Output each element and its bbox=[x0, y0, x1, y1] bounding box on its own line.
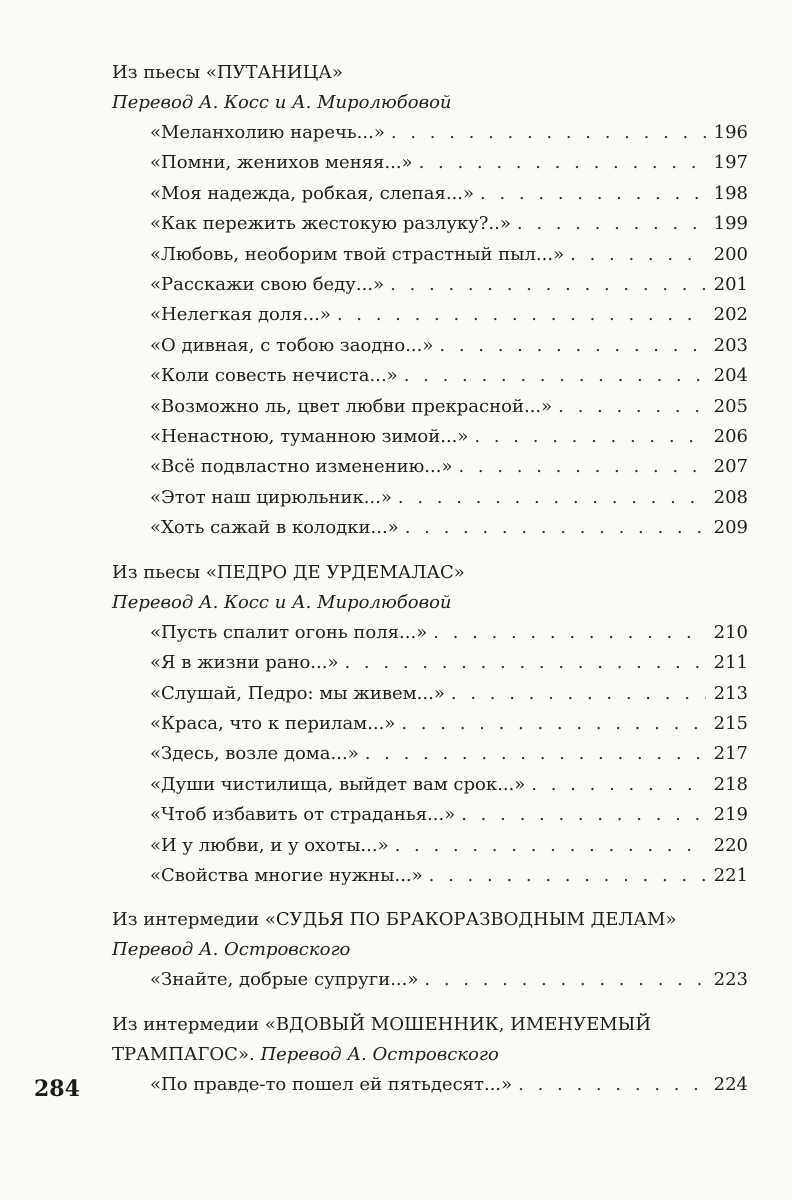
entry-page: 221 bbox=[713, 864, 748, 886]
section-title: Из интермедии «ВДОВЫЙ МОШЕННИК, ИМЕНУЕМЫЙ bbox=[112, 1013, 652, 1035]
leader-dots bbox=[404, 361, 706, 391]
toc-section bbox=[112, 905, 748, 995]
toc-entry bbox=[112, 679, 748, 709]
leader-dots bbox=[433, 618, 706, 648]
entry-page: 204 bbox=[713, 365, 748, 387]
entry-title: «Меланхолию наречь...» bbox=[150, 122, 385, 143]
entry-title: «Краса, что к перилам...» bbox=[150, 712, 396, 734]
toc-entry bbox=[112, 513, 748, 543]
entry-title: «Пусть спалит огонь поля...» bbox=[150, 621, 428, 643]
toc-entry bbox=[112, 618, 748, 648]
toc-entry bbox=[112, 422, 748, 452]
entry-title: «О дивная, с тобою заодно...» bbox=[150, 334, 434, 356]
entry-page: 213 bbox=[713, 682, 748, 704]
leader-dots bbox=[365, 739, 706, 769]
leader-dots bbox=[570, 240, 706, 270]
entry-title: «Нелегкая доля...» bbox=[150, 304, 331, 326]
leader-dots bbox=[458, 452, 706, 482]
toc-entry bbox=[112, 392, 748, 422]
leader-dots bbox=[391, 118, 706, 148]
toc-entry bbox=[112, 709, 748, 739]
entry-page: 220 bbox=[713, 834, 748, 856]
toc-entry bbox=[112, 770, 748, 800]
leader-dots bbox=[405, 513, 706, 543]
toc-section bbox=[112, 558, 748, 892]
entry-title: «Возможно ль, цвет любви прекрасной...» bbox=[150, 395, 553, 417]
entry-title: «Чтоб избавить от страданья...» bbox=[150, 804, 456, 826]
entry-page: 224 bbox=[713, 1073, 748, 1095]
toc-section bbox=[112, 58, 748, 544]
translator-credit: Перевод А. Островского bbox=[112, 939, 351, 961]
toc-entry bbox=[112, 739, 748, 769]
entry-page: 219 bbox=[713, 804, 748, 826]
leader-dots bbox=[474, 422, 706, 452]
entry-title: «Я в жизни рано...» bbox=[150, 652, 339, 674]
entry-title: «Хоть сажай в колодки...» bbox=[150, 517, 399, 539]
leader-dots bbox=[558, 392, 706, 422]
entry-title: «Свойства многие нужны...» bbox=[150, 864, 423, 886]
section-title: Из пьесы «ПЕДРО ДЕ УРДЕМАЛАС» bbox=[112, 561, 465, 583]
toc-section bbox=[112, 1010, 748, 1100]
toc-entry bbox=[112, 361, 748, 391]
entry-title: «Души чистилища, выйдет вам срок...» bbox=[150, 773, 526, 795]
entry-page: 218 bbox=[713, 773, 748, 795]
toc-entry bbox=[112, 861, 748, 891]
leader-dots bbox=[398, 483, 706, 513]
entry-page: 201 bbox=[713, 274, 748, 296]
section-title: Из интермедии «СУДЬЯ ПО БРАКОРАЗВОДНЫМ ДЕЛАМ» bbox=[112, 909, 677, 931]
leader-dots bbox=[439, 331, 706, 361]
leader-dots bbox=[390, 270, 706, 300]
entry-page: 208 bbox=[713, 486, 748, 508]
toc-entry bbox=[112, 452, 748, 482]
entry-title: «Как пережить жестокую разлуку?..» bbox=[150, 213, 511, 235]
entry-page: 207 bbox=[713, 456, 748, 478]
leader-dots bbox=[401, 709, 706, 739]
entry-title: «Знайте, добрые супруги...» bbox=[150, 969, 419, 991]
translator-credit: Перевод А. Косс и А. Миролюбовой bbox=[112, 591, 452, 613]
entry-page: 210 bbox=[713, 621, 748, 643]
section-title-continued bbox=[112, 1040, 748, 1070]
toc-entry bbox=[112, 1070, 748, 1100]
entry-title: «По правде-то пошел ей пятьдесят...» bbox=[150, 1073, 513, 1095]
leader-dots bbox=[461, 800, 706, 830]
leader-dots bbox=[531, 770, 706, 800]
leader-dots bbox=[395, 831, 706, 861]
entry-title: «Расскажи свою беду...» bbox=[150, 274, 385, 296]
entry-title: «Моя надежда, робкая, слепая...» bbox=[150, 182, 475, 204]
toc-entry bbox=[112, 831, 748, 861]
leader-dots bbox=[429, 861, 706, 891]
leader-dots bbox=[451, 679, 706, 709]
toc-entry bbox=[112, 483, 748, 513]
entry-page: 198 bbox=[713, 182, 748, 204]
entry-title: «Ненастною, туманною зимой...» bbox=[150, 426, 469, 448]
entry-page: 200 bbox=[713, 243, 748, 265]
entry-title: «Коли совесть нечиста...» bbox=[150, 365, 398, 387]
toc-entry bbox=[112, 240, 748, 270]
entry-page: 223 bbox=[713, 969, 748, 991]
entry-page: 202 bbox=[713, 304, 748, 326]
entry-title: «Помни, женихов меняя...» bbox=[150, 152, 413, 174]
entry-title: «Всё подвластно изменению...» bbox=[150, 456, 453, 478]
entry-page: 197 bbox=[713, 152, 748, 174]
leader-dots bbox=[480, 179, 706, 209]
entry-title: «Слушай, Педро: мы живем...» bbox=[150, 682, 445, 704]
entry-page: 209 bbox=[713, 517, 748, 539]
toc-entry bbox=[112, 270, 748, 300]
leader-dots bbox=[517, 209, 706, 239]
toc-entry bbox=[112, 179, 748, 209]
entry-title: «И у любви, и у охоты...» bbox=[150, 834, 389, 856]
translator-credit: Перевод А. Косс и А. Миролюбовой bbox=[112, 92, 452, 113]
entry-page: 217 bbox=[713, 743, 748, 765]
toc-entry bbox=[112, 648, 748, 678]
leader-dots bbox=[518, 1070, 706, 1100]
table-of-contents bbox=[112, 58, 748, 1100]
entry-page: 215 bbox=[713, 712, 748, 734]
entry-title: «Любовь, необорим твой страстный пыл...» bbox=[150, 243, 565, 265]
leader-dots bbox=[424, 965, 706, 995]
toc-entry bbox=[112, 331, 748, 361]
toc-entry bbox=[112, 965, 748, 995]
section-title: Из пьесы «ПУТАНИЦА» bbox=[112, 62, 343, 83]
entry-page: 206 bbox=[713, 426, 748, 448]
entry-title: «Здесь, возле дома...» bbox=[150, 743, 359, 765]
entry-page: 205 bbox=[713, 395, 748, 417]
toc-entry bbox=[112, 300, 748, 330]
translator-credit: Перевод А. Островского bbox=[260, 1043, 499, 1065]
toc-entry bbox=[112, 118, 748, 148]
entry-page: 199 bbox=[713, 213, 748, 235]
entry-page: 203 bbox=[713, 334, 748, 356]
section-title-line2: ТРАМПАГОС». bbox=[112, 1043, 255, 1065]
page-number: 284 bbox=[34, 1076, 80, 1102]
entry-page: 196 bbox=[713, 122, 748, 143]
leader-dots bbox=[344, 648, 706, 678]
toc-entry bbox=[112, 800, 748, 830]
toc-entry bbox=[112, 209, 748, 239]
toc-entry bbox=[112, 148, 748, 178]
leader-dots bbox=[337, 300, 706, 330]
entry-title: «Этот наш цирюльник...» bbox=[150, 486, 392, 508]
leader-dots bbox=[419, 148, 706, 178]
entry-page: 211 bbox=[713, 652, 748, 674]
